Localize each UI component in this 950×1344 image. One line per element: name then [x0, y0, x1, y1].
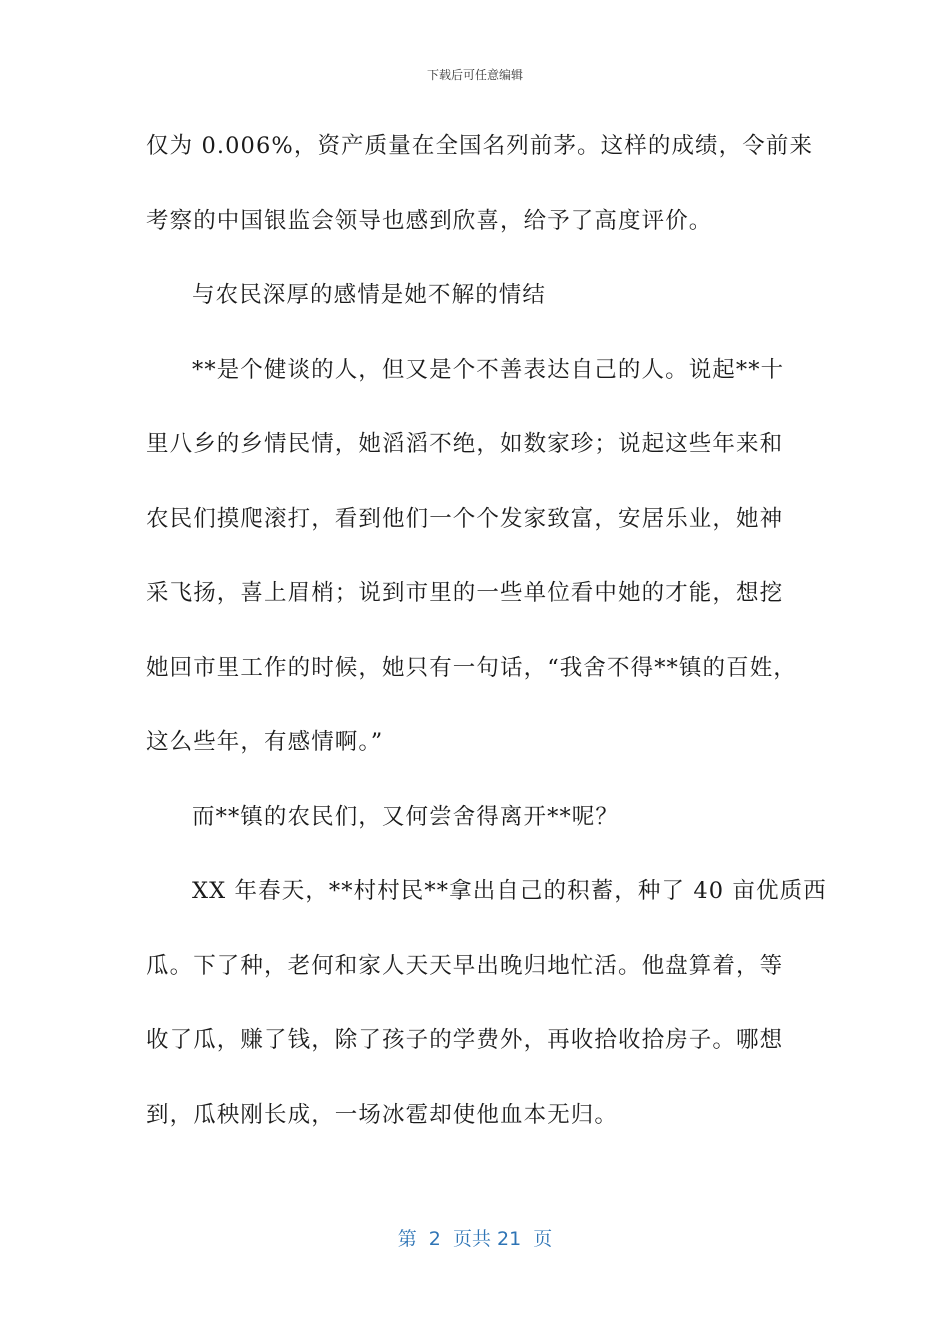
section-heading: 与农民深厚的感情是她不解的情结	[192, 282, 547, 308]
text-line: 考察的中国银监会领导也感到欣喜，给予了高度评价。	[146, 207, 713, 234]
text-line: 这么些年，有感情啊。”	[146, 729, 384, 755]
text-line: 仅为 0.006%，资产质量在全国名列前茅。这样的成绩，令前来	[146, 133, 814, 159]
text-line: 里八乡的乡情民情，她滔滔不绝，如数家珍；说起这些年来和	[146, 431, 784, 457]
text-line: 而**镇的农民们，又何尝舍得离开**呢？	[192, 803, 620, 830]
text-line: 到，瓜秧刚长成，一场冰雹却使他血本无归。	[146, 1101, 619, 1128]
page-header: 下载后可任意编辑	[426, 68, 523, 82]
text-line: 她回市里工作的时候，她只有一句话，“我舍不得**镇的百姓，	[146, 654, 797, 681]
text-line: 瓜。下了种，老何和家人天天早出晚归地忙活。他盘算着，等	[146, 952, 784, 979]
document-body	[146, 122, 827, 1165]
page-footer: 第 2 页共 21 页	[397, 1228, 553, 1250]
text-line: 采飞扬，喜上眉梢；说到市里的一些单位看中她的才能，想挖	[146, 580, 784, 606]
text-line: **是个健谈的人，但又是个不善表达自己的人。说起**十	[192, 356, 785, 383]
text-line: 农民们摸爬滚打，看到他们一个个发家致富，安居乐业，她神	[146, 505, 784, 532]
text-line: 收了瓜，赚了钱，除了孩子的学费外，再收拾收拾房子。哪想	[146, 1027, 784, 1053]
text-line: XX 年春天，**村村民**拿出自己的积蓄，种了 40 亩优质西	[192, 878, 827, 904]
